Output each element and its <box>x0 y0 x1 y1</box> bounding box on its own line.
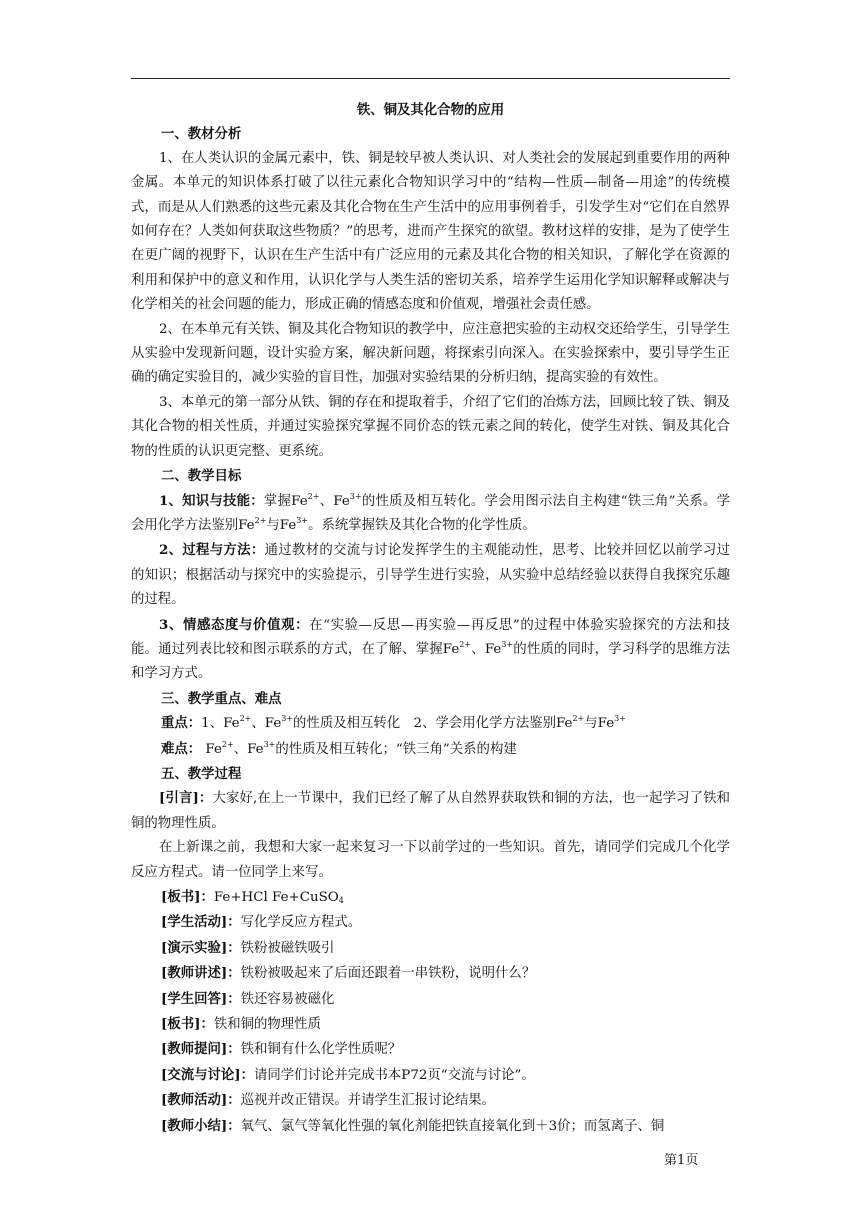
goal-process-label: 2、过程与方法： <box>159 542 265 559</box>
page-number: 第1页 <box>664 1153 699 1168</box>
document-body <box>131 98 730 1139</box>
goal-attitude-label: 3、情感态度与价值观： <box>159 616 310 633</box>
difficult-points: 难点： $Fe^{2+}$、$Fe^{3+}$的性质及相互转化；“铁三角”关系的构建 <box>161 739 517 757</box>
review-paragraph: 在上新课之前，我想和大家一起来复习一下以前学过的一些知识。首先，请同学们完成几个化学反应方程式。请一位同学上来写。 <box>131 840 730 880</box>
process-item: [教师小结]：氧气、氯气等氧化性强的氧化剂能把铁直接氧化到＋3价；而氢离子、铜 <box>161 1117 665 1134</box>
header-rule <box>131 78 730 79</box>
process-item: [板书]：铁和铜的物理性质 <box>161 1016 321 1033</box>
goal-process: 2、过程与方法：通过教材的交流与讨论发挥学生的主观能动性，思考、比较并回忆以前学习过的知识；根据活动与探究中的实验提示，引导学生进行实验，从实验中总结经验以获得自我探究乐趣的过程。 <box>131 542 730 608</box>
process-item: [教师活动]：巡视并改正错误。并请学生汇报讨论结果。 <box>161 1092 496 1109</box>
section-heading-goals: 二、教学目标 <box>161 468 242 485</box>
analysis-paragraph-3: 3、本单元的第一部分从铁、铜的存在和提取着手，介绍了它们的冶炼方法，回顾比较了铁、铜及其化合物的相关性质，并通过实验探究掌握不同价态的铁元素之间的转化，使学生对铁、铜及其化合物的性质的认识更完整、更系统。 <box>131 394 730 459</box>
analysis-paragraph-1: 1、在人类认识的金属元素中，铁、铜是较早被人类认识、对人类社会的发展起到重要作用的两种金属。本单元的知识体系打破了以往元素化合物知识学习中的“结构—性质—制备—用途”的传统模式，而是从人们熟悉的这些元素及其化合物在生产生活中的应用事例着手，引发学生对“它们在自然界如何存在？人类如何获取这些物质？”的思考，进而产生探究的欲望。教材这样的安排，是为了使学生在更广阔的视野下，认识在生产生活中有广泛应用的元素及其化合物的相关知识，了解化学在资源的利用和保护中的意义和作用，认识化学与人类生活的密切关系，培养学生运用化学知识解释或解决与化学相关的社会问题的能力，形成正确的情感态度和价值观，增强社会责任感。 <box>131 150 730 313</box>
goal-knowledge-label: 1、知识与技能： <box>159 492 264 509</box>
intro-paragraph: [引言]：大家好,在上一节课中，我们已经了解了从自然界获取铁和铜的方法，也一起学习了铁和铜的物理性质。 <box>131 790 730 831</box>
process-item: [交流与讨论]：请同学们讨论并完成书本P72页“交流与讨论”。 <box>161 1066 535 1083</box>
key-points: 重点：1、$Fe^{2+}$、$Fe^{3+}$的性质及相互转化 2、学会用化学方法鉴别$Fe^{2+}$与$Fe^{3+}$ <box>161 714 626 732</box>
goal-knowledge: 1、知识与技能：掌握$Fe^{2+}$、$Fe^{3+}$的性质及相互转化。学会用图示法自主构建“铁三角”关系。学会用化学方法鉴别$Fe^{2+}$与$Fe^{3+}$。系统掌握铁及其化合物的化学性质。 <box>131 491 730 533</box>
section-heading-process: 五、教学过程 <box>161 765 242 782</box>
section-heading-analysis: 一、教材分析 <box>161 126 242 143</box>
process-item: [教师讲述]：铁粉被吸起来了后面还跟着一串铁粉，说明什么？ <box>161 965 536 982</box>
process-item: [演示实验]：铁粉被磁铁吸引 <box>161 939 335 956</box>
analysis-paragraph-2: 2、在本单元有关铁、铜及其化合物知识的教学中，应注意把实验的主动权交还给学生，引导学生从实验中发现新问题，设计实验方案，解决新问题，将探索引向深入。在实验探索中，要引导学生正确的确定实验目的，减少实验的盲目性，加强对实验结果的分析归纳，提高实验的有效性。 <box>131 321 730 386</box>
process-item: [教师提问]：铁和铜有什么化学性质呢？ <box>161 1041 402 1058</box>
process-item: [学生回答]：铁还容易被磁化 <box>161 990 335 1007</box>
goal-attitude: 3、情感态度与价值观：在“实验—反思—再实验—再反思”的过程中体验实验探究的方法和技能。通过列表比较和图示联系的方式，在了解、掌握$Fe^{2+}$、$Fe^{3+}$的性质的同时，学习科学的思维方法和学习方式。 <box>131 616 731 682</box>
section-heading-keypoints: 三、教学重点、难点 <box>161 690 282 707</box>
document-title: 铁、铜及其化合物的应用 <box>356 102 505 118</box>
board-line-1: [板书]：Fe+HCl Fe+CuSO$_4$ <box>161 889 344 905</box>
process-item: [学生活动]：写化学反应方程式。 <box>161 914 362 931</box>
